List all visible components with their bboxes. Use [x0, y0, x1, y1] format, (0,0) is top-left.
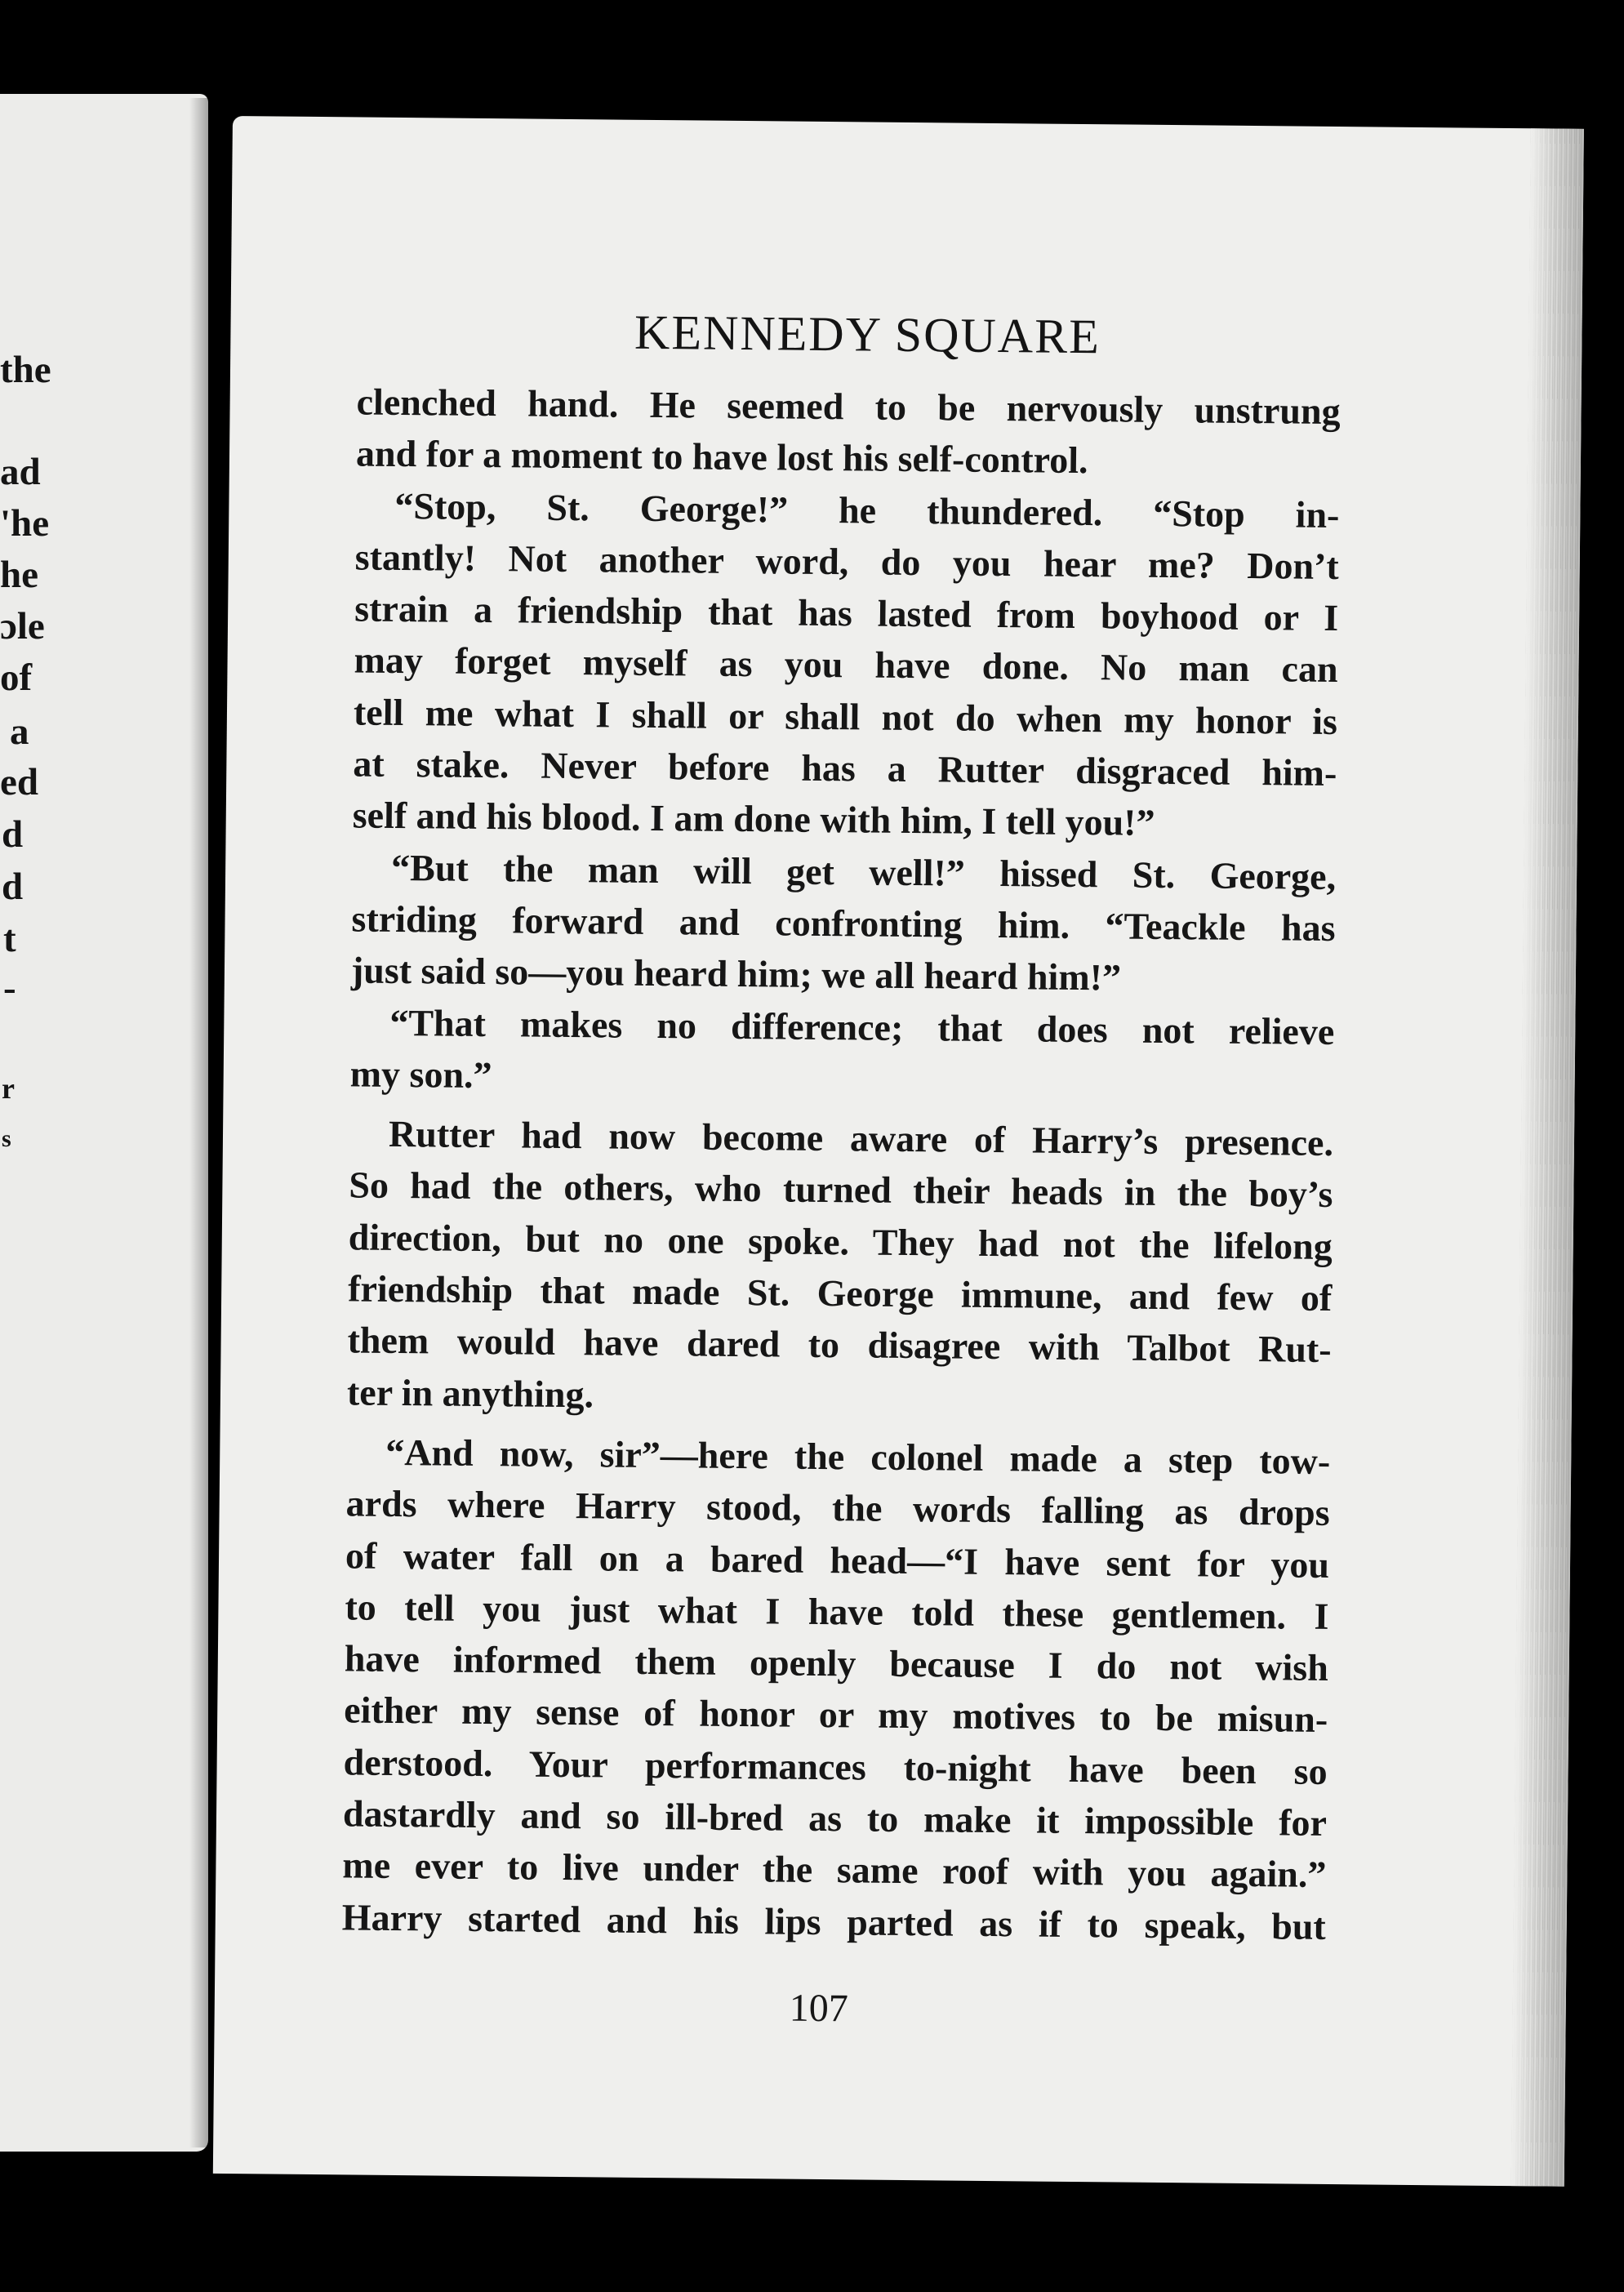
text-line: either my sense of honor or my motives to be misun- [344, 1689, 1328, 1741]
gutter-shadow [189, 98, 211, 2147]
left-page-fragment: 'he [0, 502, 50, 545]
text-line: So had the others, who turned their heads in the boy’s [349, 1164, 1333, 1216]
text-line: my son.” [349, 1053, 492, 1096]
text-line: ards where Harry stood, the words falling as drops [345, 1482, 1330, 1534]
text-line: friendship that made St. George immune, and few of [347, 1267, 1333, 1320]
text-line: me ever to live under the same roof with you again.” [342, 1844, 1327, 1896]
text-line: dastardly and so ill-bred as to make it impossible for [342, 1792, 1328, 1844]
left-page-fragment: ad [0, 451, 41, 493]
left-page-fragment: t [3, 918, 16, 960]
text-line: may forget myself as you have done. No man can [354, 639, 1338, 691]
left-page [0, 94, 208, 2152]
text-line: clenched hand. He seemed to be nervously unstrung [356, 381, 1341, 433]
left-page-fragment: he [0, 554, 38, 596]
text-line: Rutter had now become aware of Harry’s presence. [388, 1113, 1334, 1164]
page-edge [1511, 128, 1584, 2187]
text-line: “Stop, St. George!” he thundered. “Stop in- [394, 484, 1340, 536]
text-line: tell me what I shall or shall not do when my honor is [353, 691, 1338, 742]
text-line: striding forward and confronting him. “Teackle has [351, 897, 1336, 949]
left-page-fragment: ɔle [0, 605, 45, 648]
right-page [213, 116, 1584, 2187]
text-line: direction, but no one spoke. They had not the lifelong [348, 1216, 1333, 1267]
text-line: Harry started and his lips parted as if to speak, but [341, 1895, 1327, 1947]
text-line: “But the man will get well!” hissed St. George, [390, 846, 1337, 897]
text-line: self and his blood. I am done with him, I tell you!” [352, 794, 1155, 844]
text-line: ter in anything. [346, 1371, 594, 1415]
text-line: to tell you just what I have told these gentlemen. I [345, 1586, 1329, 1637]
text-line: “That makes no difference; that does not relieve [389, 1001, 1335, 1053]
text-line: and for a moment to have lost his self-control. [355, 432, 1088, 482]
left-page-fragment: d [2, 866, 24, 908]
text-line: at stake. Never before has a Rutter disgraced him- [353, 742, 1337, 794]
left-page-fragment: d [2, 813, 24, 856]
running-head: KENNEDY SQUARE [634, 305, 1101, 364]
text-line: stantly! Not another word, do you hear me? Don’t [354, 536, 1340, 587]
text-line: have informed them openly because I do not wish [344, 1637, 1329, 1689]
text-line: just said so—you heard him; we all heard him!” [350, 949, 1122, 999]
text-line: of water fall on a bared head—“I have sent for you [345, 1533, 1330, 1586]
text-line: “And now, sir”—here the colonel made a step tow- [385, 1431, 1331, 1482]
left-page-fragment: - [3, 967, 16, 1009]
text-line: them would have dared to disagree with Talbot Rut- [347, 1319, 1332, 1371]
left-page-fragment: r [2, 1072, 15, 1105]
left-page-fragment: the [0, 349, 51, 391]
left-page-fragment: ed [0, 761, 38, 803]
left-page-fragment: s [2, 1125, 11, 1152]
text-line: strain a friendship that has lasted from boyhood or I [354, 587, 1339, 639]
left-page-fragment: a [10, 710, 29, 753]
page-number: 107 [789, 1986, 849, 2031]
body-text [342, 376, 1341, 1952]
text-line: derstood. Your performances to-night have been so [343, 1741, 1328, 1792]
left-page-fragment: of [0, 656, 33, 699]
